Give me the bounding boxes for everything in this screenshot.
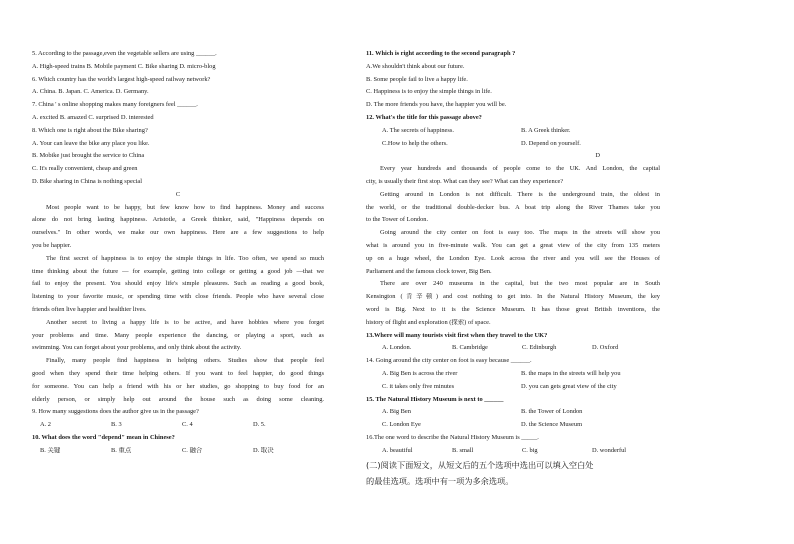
right-line: city, is usually their first stop. What can they see? What can they experience? [366, 177, 564, 185]
right-line: Every year hundreds and thousands of people come to the UK. And London, the capital [380, 165, 660, 173]
option-label: C. big [522, 446, 538, 454]
option-label: C. London Eye [382, 421, 421, 429]
option-label: C.How to help the others. [382, 139, 448, 147]
right-line: the world, or the traditional double-decker bus. A boat trip along the River Thames take you [366, 203, 660, 211]
option-label: D. the Science Museum [521, 421, 583, 429]
right-line: to the Tower of London. [366, 216, 429, 224]
left-line: 8. Which one is right about the Bike sharing? [32, 126, 148, 134]
option-label: B. the maps in the streets will help you [521, 369, 621, 377]
option-label: C. 融合 [182, 446, 203, 454]
left-line: elderly person, or simply help out around the house such as doing some cleaning. [32, 395, 324, 403]
left-line: The first secret of happiness is to enjoy the simple things in life. Too often, we spend so much [46, 254, 324, 262]
right-line: Getting around in London is not difficult. There is the underground train, the oldest in [380, 190, 660, 198]
right-line: Kensington (肯辛顿) and cost nothing to get into. In the Natural History Museum, the key [366, 293, 660, 301]
left-line: 7. China ' s online shopping makes many foreigners feel ______. [32, 101, 198, 109]
option-label: D. 取决 [253, 446, 274, 454]
left-line: A. China. B. Japan. C. America. D. Germany. [32, 88, 149, 96]
left-line: for someone. You can help a friend with his or her studies, go shopping to buy food for an [32, 382, 324, 390]
right-line: history of flight and exploration (探索) of space. [366, 318, 491, 326]
left-line: 9. How many suggestions does the author give us in the passage? [32, 408, 199, 416]
right-line: Parliament and the famous clock tower, Big Ben. [366, 267, 492, 275]
left-line: swimming. You can forget about your problems, and only think about the activity. [32, 344, 242, 352]
right-options-row [366, 370, 660, 378]
right-line: 12. What's the title for this passage above? [366, 113, 482, 121]
left-line: ourselves." In other words, we make our own happiness. Here are a few suggestions to help [32, 229, 324, 237]
left-line: alone do not bring lasting happiness. Aristotle, a Greek thinker, said, "Happiness depends on [32, 216, 324, 224]
option-label: C. Edinburgh [522, 344, 557, 352]
option-label: A. The secrets of happiness. [382, 126, 454, 134]
left-line: A. High-speed trains B. Mobile payment C. Bike sharing D. micro-blog [32, 62, 216, 70]
right-line: D. The more friends you have, the happier you will be. [366, 101, 507, 109]
right-options-row [366, 140, 660, 148]
right-line: Going around the city center on foot is easy too. The maps in the streets will show you [380, 229, 660, 237]
left-line: 10. What does the word "depend" mean in Chinese? [32, 433, 175, 441]
option-label: D. Oxford [592, 344, 619, 352]
right-line: There are over 240 museums in the capital, but the two most popular are in South [380, 280, 660, 288]
left-options-row [32, 447, 324, 455]
left-line: good when they spend their time helping others. If you want to feel happier, do good things [32, 369, 324, 377]
option-label: D. you can gets great view of the city [521, 382, 617, 390]
left-line: your problems and time. Many people experience the dancing, or playing a sport, such as [32, 331, 324, 339]
option-label: C. 4 [182, 421, 193, 429]
right-options-row [366, 447, 660, 455]
right-line: 的最佳选项。选项中有一项为多余选项。 [366, 475, 514, 486]
left-line: you be happier. [32, 241, 72, 249]
right-line: 13.Where will many tourists visit first when they travel to the UK? [366, 331, 548, 339]
option-label: B. small [452, 446, 474, 454]
left-line: C. It's really convenient, cheap and green [32, 165, 138, 173]
left-line: A. Your can leave the bike any place you like. [32, 139, 150, 147]
option-label: B. 重点 [111, 446, 132, 454]
right-line: A.We shouldn't think about our future. [366, 62, 465, 70]
left-line: B. Mobike just brought the service to China [32, 152, 145, 160]
right-line: word is Big. Next to it is the Science Museum. It has those great British inventions, the [366, 305, 660, 313]
right-options-row [366, 408, 660, 416]
right-options-row [366, 383, 660, 391]
left-line: fail to enjoy the present. You should enjoy life's simple pleasures. Such as reading a good book, [32, 280, 324, 288]
option-label: A. London. [382, 344, 412, 352]
right-line: C. Happiness is to enjoy the simple things in life. [366, 88, 492, 96]
option-label: B. 关键 [40, 446, 61, 454]
right-line: what is around you in five-minute walk. You can get a great view of the city from 135 meters [366, 241, 660, 249]
right-line: 14. Going around the city center on foot is easy because ______. [366, 357, 532, 365]
option-label: A. Big Ben [382, 408, 411, 416]
left-line: 6. Which country has the world's largest high-speed railway network? [32, 75, 211, 83]
right-options-row [366, 344, 660, 352]
option-label: A. beautiful [382, 446, 413, 454]
right-line: up on a huge wheel, the London Eye. Look across the river and you will see the Houses of [366, 254, 660, 262]
left-line: C [175, 190, 181, 198]
left-line: listening to your favorite music, or spending time with close friends. People who have several close [32, 293, 324, 301]
left-line: Another secret to living a happy life is to be active, and have hobbies where you forget [46, 318, 324, 326]
right-line: 16.The one word to describe the Natural History Museum is _____. [366, 433, 539, 441]
right-line: D [595, 152, 600, 160]
left-options-row [32, 421, 324, 429]
option-label: B. the Tower of London [521, 408, 583, 416]
left-line: Finally, many people find happiness in helping others. Studies show that people feel [46, 357, 324, 365]
option-label: A. 2 [40, 421, 52, 429]
left-line: 5. According to the passage,even the vegetable sellers are using ______. [32, 50, 217, 57]
option-label: C. it takes only five minutes [382, 382, 455, 390]
right-options-row [366, 421, 660, 429]
left-line: time thinking about the future — for example, getting into college or getting a good job —that we [32, 267, 324, 275]
left-column [32, 50, 324, 460]
right-column [366, 50, 660, 492]
option-label: B. Cambridge [452, 344, 488, 352]
right-options-row [366, 127, 660, 135]
option-label: A. Big Ben is across the river [382, 369, 458, 377]
right-line: 15. The Natural History Museum is next to ______ [366, 395, 504, 403]
option-label: D. wonderful [592, 446, 627, 454]
left-line: A. excited B. amazed C. surprised D. interested [32, 113, 154, 121]
option-label: D. Depend on yourself. [521, 139, 581, 147]
right-line: B. Some people fail to live a happy life. [366, 75, 468, 83]
option-label: D. 5. [253, 421, 266, 429]
option-label: B. A Greek thinker. [521, 126, 571, 134]
right-line: 11. Which is right according to the second paragraph ? [366, 50, 516, 57]
left-line: Most people want to be happy, but few know how to find happiness. Money and success [46, 203, 324, 211]
left-line: D. Bike sharing in China is nothing special [32, 177, 143, 185]
option-label: B. 3 [111, 421, 122, 429]
left-line: friends often live happier and healthier lives. [32, 305, 147, 313]
right-line: (二)阅读下面短文，从短文后的五个选项中选出可以填入空白处 [366, 459, 594, 470]
